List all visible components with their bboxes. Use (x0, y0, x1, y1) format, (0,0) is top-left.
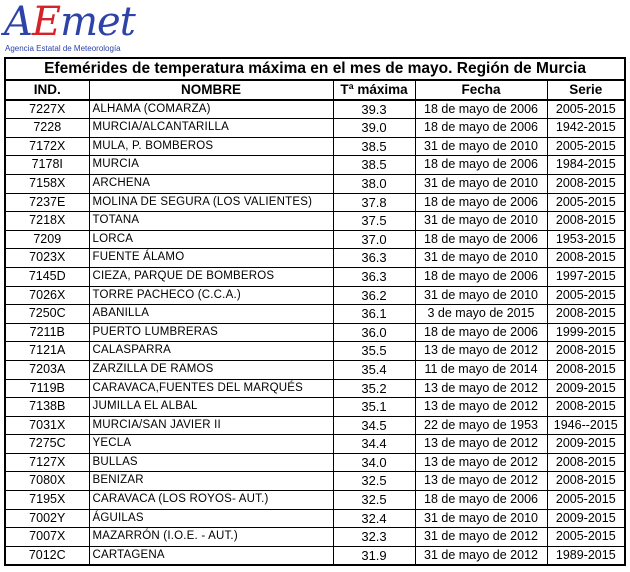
cell-tmax: 35.2 (333, 379, 415, 398)
cell-tmax: 32.5 (333, 472, 415, 491)
cell-ind: 7023X (5, 249, 89, 268)
cell-tmax: 34.5 (333, 416, 415, 435)
table-row (5, 435, 625, 454)
cell-ind: 7026X (5, 286, 89, 305)
aemet-logo-mark (4, 0, 135, 44)
cell-serie: 2008-2015 (547, 398, 625, 417)
table-row (5, 416, 625, 435)
logo-subtitle: Agencia Estatal de Meteorología (5, 44, 121, 53)
cell-ind: 7178I (5, 156, 89, 175)
cell-serie: 2005-2015 (547, 193, 625, 212)
cell-tmax: 32.5 (333, 491, 415, 510)
cell-nombre: PUERTO LUMBRERAS (89, 323, 333, 342)
cell-ind: 7158X (5, 174, 89, 193)
cell-serie: 2008-2015 (547, 472, 625, 491)
cell-tmax: 32.3 (333, 528, 415, 547)
cell-tmax: 34.4 (333, 435, 415, 454)
cell-fecha: 13 de mayo de 2012 (415, 379, 547, 398)
table-row (5, 137, 625, 156)
cell-nombre: CARTAGENA (89, 546, 333, 565)
cell-serie: 2008-2015 (547, 305, 625, 324)
cell-tmax: 39.3 (333, 100, 415, 119)
cell-serie: 2008-2015 (547, 342, 625, 361)
cell-fecha: 11 de mayo de 2014 (415, 360, 547, 379)
cell-nombre: FUENTE ÁLAMO (89, 249, 333, 268)
cell-fecha: 13 de mayo de 2012 (415, 398, 547, 417)
table-row (5, 100, 625, 119)
cell-nombre: ABANILLA (89, 305, 333, 324)
cell-serie: 1946--2015 (547, 416, 625, 435)
cell-ind: 7227X (5, 100, 89, 119)
table-body (5, 100, 625, 566)
cell-ind: 7195X (5, 491, 89, 510)
cell-ind: 7218X (5, 212, 89, 231)
table-row (5, 453, 625, 472)
cell-nombre: BULLAS (89, 453, 333, 472)
table-row (5, 528, 625, 547)
cell-serie: 2009-2015 (547, 435, 625, 454)
cell-nombre: ZARZILLA DE RAMOS (89, 360, 333, 379)
cell-fecha: 3 de mayo de 2015 (415, 305, 547, 324)
cell-nombre: JUMILLA EL ALBAL (89, 398, 333, 417)
cell-tmax: 37.0 (333, 230, 415, 249)
table-row (5, 230, 625, 249)
cell-tmax: 35.1 (333, 398, 415, 417)
logo-letter-e: E (31, 0, 61, 45)
cell-fecha: 13 de mayo de 2012 (415, 342, 547, 361)
cell-ind: 7127X (5, 453, 89, 472)
cell-fecha: 31 de mayo de 2012 (415, 528, 547, 547)
cell-fecha: 18 de mayo de 2006 (415, 156, 547, 175)
table-row (5, 193, 625, 212)
header-fecha: Fecha (415, 80, 547, 100)
cell-tmax: 37.5 (333, 212, 415, 231)
table-row (5, 546, 625, 565)
records-table (4, 57, 626, 566)
cell-fecha: 18 de mayo de 2006 (415, 100, 547, 119)
cell-fecha: 13 de mayo de 2012 (415, 435, 547, 454)
cell-serie: 2005-2015 (547, 491, 625, 510)
cell-nombre: YECLA (89, 435, 333, 454)
cell-nombre: BENIZAR (89, 472, 333, 491)
header-ind: IND. (5, 80, 89, 100)
cell-ind: 7209 (5, 230, 89, 249)
cell-tmax: 39.0 (333, 119, 415, 138)
table-row (5, 286, 625, 305)
cell-fecha: 31 de mayo de 2010 (415, 509, 547, 528)
cell-tmax: 34.0 (333, 453, 415, 472)
cell-fecha: 18 de mayo de 2006 (415, 491, 547, 510)
cell-tmax: 35.4 (333, 360, 415, 379)
cell-nombre: MULA, P. BOMBEROS (89, 137, 333, 156)
cell-tmax: 31.9 (333, 546, 415, 565)
cell-fecha: 18 de mayo de 2006 (415, 193, 547, 212)
cell-nombre: CARAVACA,FUENTES DEL MARQUÉS (89, 379, 333, 398)
cell-tmax: 38.5 (333, 156, 415, 175)
cell-ind: 7275C (5, 435, 89, 454)
cell-ind: 7119B (5, 379, 89, 398)
cell-nombre: LORCA (89, 230, 333, 249)
cell-ind: 7007X (5, 528, 89, 547)
table-header-row (5, 80, 625, 100)
cell-ind: 7250C (5, 305, 89, 324)
cell-nombre: TORRE PACHECO (C.C.A.) (89, 286, 333, 305)
cell-serie: 1984-2015 (547, 156, 625, 175)
cell-fecha: 31 de mayo de 2010 (415, 174, 547, 193)
cell-fecha: 31 de mayo de 2010 (415, 137, 547, 156)
cell-fecha: 18 de mayo de 2006 (415, 119, 547, 138)
cell-fecha: 31 de mayo de 2010 (415, 212, 547, 231)
table-row (5, 342, 625, 361)
table-row (5, 323, 625, 342)
cell-serie: 2005-2015 (547, 286, 625, 305)
cell-serie: 2008-2015 (547, 453, 625, 472)
cell-serie: 1953-2015 (547, 230, 625, 249)
cell-serie: 2009-2015 (547, 509, 625, 528)
table-row (5, 119, 625, 138)
cell-serie: 2008-2015 (547, 249, 625, 268)
cell-tmax: 35.5 (333, 342, 415, 361)
logo-letters-met: met (60, 0, 135, 45)
cell-fecha: 13 de mayo de 2012 (415, 453, 547, 472)
table-title-row (5, 58, 625, 80)
cell-serie: 2008-2015 (547, 212, 625, 231)
cell-fecha: 13 de mayo de 2012 (415, 472, 547, 491)
cell-fecha: 31 de mayo de 2012 (415, 546, 547, 565)
cell-nombre: MOLINA DE SEGURA (LOS VALIENTES) (89, 193, 333, 212)
records-table-container (4, 57, 624, 566)
cell-tmax: 38.5 (333, 137, 415, 156)
table-row (5, 472, 625, 491)
cell-serie: 2009-2015 (547, 379, 625, 398)
table-row (5, 491, 625, 510)
cell-ind: 7002Y (5, 509, 89, 528)
cell-tmax: 36.0 (333, 323, 415, 342)
cell-ind: 7228 (5, 119, 89, 138)
table-row (5, 212, 625, 231)
cell-nombre: TOTANA (89, 212, 333, 231)
table-row (5, 360, 625, 379)
cell-fecha: 31 de mayo de 2010 (415, 286, 547, 305)
table-row (5, 249, 625, 268)
aemet-logo (4, 0, 144, 56)
cell-tmax: 36.1 (333, 305, 415, 324)
cell-nombre: MAZARRÓN (I.O.E. - AUT.) (89, 528, 333, 547)
cell-serie: 2005-2015 (547, 100, 625, 119)
cell-nombre: CIEZA, PARQUE DE BOMBEROS (89, 267, 333, 286)
cell-tmax: 36.3 (333, 267, 415, 286)
cell-nombre: MURCIA (89, 156, 333, 175)
logo-letter-a: A (4, 0, 32, 45)
cell-fecha: 18 de mayo de 2006 (415, 323, 547, 342)
cell-tmax: 36.3 (333, 249, 415, 268)
header-tmax: Tª máxima (333, 80, 415, 100)
cell-ind: 7138B (5, 398, 89, 417)
header-nombre: NOMBRE (89, 80, 333, 100)
table-row (5, 379, 625, 398)
cell-tmax: 37.8 (333, 193, 415, 212)
cell-serie: 1989-2015 (547, 546, 625, 565)
cell-tmax: 32.4 (333, 509, 415, 528)
cell-serie: 1997-2015 (547, 267, 625, 286)
cell-ind: 7237E (5, 193, 89, 212)
cell-nombre: ARCHENA (89, 174, 333, 193)
cell-fecha: 18 de mayo de 2006 (415, 230, 547, 249)
cell-ind: 7080X (5, 472, 89, 491)
table-row (5, 305, 625, 324)
cell-serie: 1999-2015 (547, 323, 625, 342)
cell-ind: 7145D (5, 267, 89, 286)
cell-serie: 2005-2015 (547, 137, 625, 156)
table-title: Efemérides de temperatura máxima en el mes de mayo. Región de Murcia (5, 58, 625, 80)
table-row (5, 156, 625, 175)
cell-ind: 7203A (5, 360, 89, 379)
cell-serie: 1942-2015 (547, 119, 625, 138)
cell-ind: 7031X (5, 416, 89, 435)
cell-ind: 7172X (5, 137, 89, 156)
table-row (5, 267, 625, 286)
cell-fecha: 31 de mayo de 2010 (415, 249, 547, 268)
table-row (5, 398, 625, 417)
cell-nombre: MURCIA/SAN JAVIER II (89, 416, 333, 435)
cell-ind: 7012C (5, 546, 89, 565)
cell-fecha: 18 de mayo de 2006 (415, 267, 547, 286)
cell-nombre: CARAVACA (LOS ROYOS- AUT.) (89, 491, 333, 510)
header-serie: Serie (547, 80, 625, 100)
cell-serie: 2005-2015 (547, 528, 625, 547)
cell-nombre: CALASPARRA (89, 342, 333, 361)
cell-nombre: ALHAMA (COMARZA) (89, 100, 333, 119)
cell-tmax: 36.2 (333, 286, 415, 305)
cell-ind: 7211B (5, 323, 89, 342)
cell-ind: 7121A (5, 342, 89, 361)
cell-serie: 2008-2015 (547, 360, 625, 379)
cell-serie: 2008-2015 (547, 174, 625, 193)
table-row (5, 174, 625, 193)
cell-nombre: MURCIA/ALCANTARILLA (89, 119, 333, 138)
cell-fecha: 22 de mayo de 1953 (415, 416, 547, 435)
table-row (5, 509, 625, 528)
cell-tmax: 38.0 (333, 174, 415, 193)
cell-nombre: ÁGUILAS (89, 509, 333, 528)
